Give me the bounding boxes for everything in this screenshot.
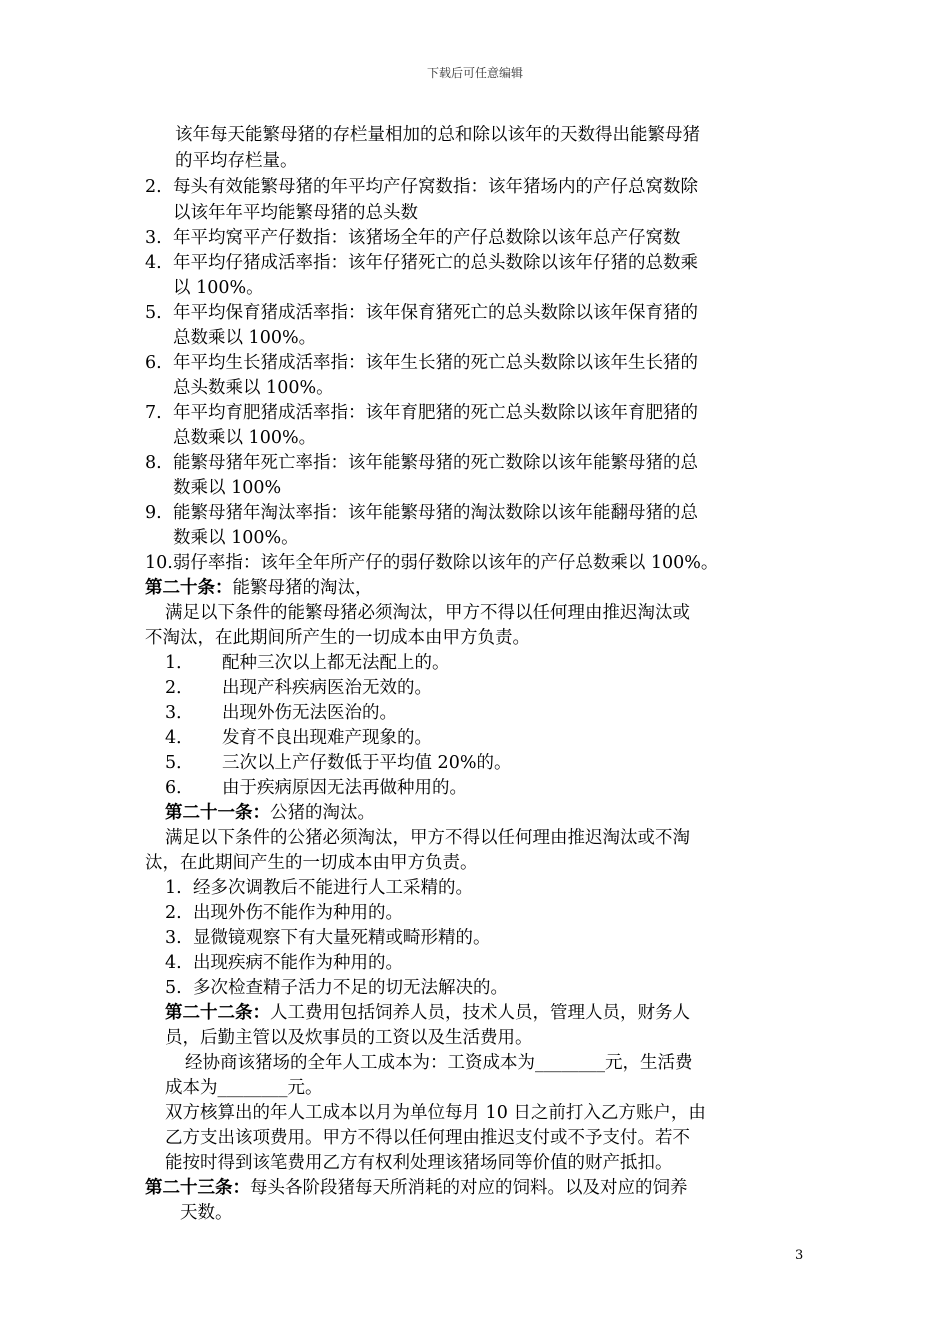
item-number: 2. bbox=[165, 903, 182, 923]
item-text: 显微镜观察下有大量死精或畸形精的。 bbox=[193, 928, 491, 948]
article-22-para-line-1: 双方核算出的年人工成本以月为单位每月 10 日之前打入乙方账户，由 bbox=[165, 1103, 706, 1123]
metric-item bbox=[145, 550, 718, 576]
article-21-title: 第二十一条： bbox=[165, 803, 270, 823]
article-21-item bbox=[165, 875, 473, 901]
metric-number: 6. bbox=[145, 353, 162, 373]
metric-item bbox=[145, 400, 698, 426]
article-20-para-line-2: 不淘汰，在此期间所产生的一切成本由甲方负责。 bbox=[145, 628, 530, 648]
intro-line-1: 该年每天能繁母猪的存栏量相加的总和除以该年的天数得出能繁母猪 bbox=[175, 125, 700, 145]
metric-item bbox=[145, 500, 698, 526]
article-22-line-2: 员，后勤主管以及炊事员的工资以及生活费用。 bbox=[165, 1028, 533, 1048]
article-21-heading bbox=[165, 800, 375, 826]
article-21-para-line-2: 汰，在此期间产生的一切成本由甲方负责。 bbox=[145, 853, 478, 873]
article-20-item bbox=[165, 650, 450, 676]
article-23-text: 每头各阶段猪每天所消耗的对应的饲料。以及对应的饲养 bbox=[250, 1178, 688, 1198]
article-22-para-line-3: 能按时得到该笔费用乙方有权利处理该猪场同等价值的财产抵扣。 bbox=[165, 1153, 673, 1173]
item-text: 出现产科疾病医治无效的。 bbox=[222, 678, 432, 698]
item-text: 多次检查精子活力不足的切无法解决的。 bbox=[193, 978, 508, 998]
item-number: 4． bbox=[165, 728, 194, 748]
metric-text-cont: 数乘以 100%。 bbox=[173, 528, 299, 548]
article-23-title: 第二十三条： bbox=[145, 1178, 250, 1198]
metric-text: 每头有效能繁母猪的年平均产仔窝数指：该年猪场内的产仔总窝数除 bbox=[173, 177, 698, 197]
metric-text: 弱仔率指：该年全年所产仔的弱仔数除以该年的产仔总数乘以 100%。 bbox=[172, 553, 719, 573]
item-text: 出现外伤不能作为种用的。 bbox=[193, 903, 403, 923]
item-number: 2． bbox=[165, 678, 194, 698]
metric-number: 7. bbox=[145, 403, 162, 423]
metric-text-cont: 总数乘以 100%。 bbox=[173, 428, 317, 448]
article-20-title: 第二十条： bbox=[145, 578, 233, 598]
article-20-item bbox=[165, 750, 511, 776]
item-number: 3． bbox=[165, 703, 194, 723]
metric-text-cont: 数乘以 100% bbox=[173, 478, 282, 498]
item-number: 6． bbox=[165, 778, 194, 798]
article-20-item bbox=[165, 775, 467, 801]
article-20-item bbox=[165, 725, 432, 751]
article-22-title: 第二十二条： bbox=[165, 1003, 270, 1023]
article-20-item bbox=[165, 700, 397, 726]
article-21-item bbox=[165, 925, 491, 951]
article-20-subject: 能繁母猪的淘汰， bbox=[232, 578, 373, 598]
item-text: 发育不良出现难产现象的。 bbox=[222, 728, 432, 748]
metric-text: 年平均窝平产仔数指：该猪场全年的产仔总数除以该年总产仔窝数 bbox=[173, 228, 681, 248]
metric-number: 9. bbox=[145, 503, 162, 523]
item-text: 出现外伤无法医治的。 bbox=[222, 703, 397, 723]
item-number: 4. bbox=[165, 953, 182, 973]
article-21-subject: 公猪的淘汰。 bbox=[270, 803, 375, 823]
metric-item bbox=[145, 174, 698, 200]
metric-text: 年平均育肥猪成活率指：该年育肥猪的死亡总头数除以该年育肥猪的 bbox=[173, 403, 698, 423]
metric-text: 年平均生长猪成活率指：该年生长猪的死亡总头数除以该年生长猪的 bbox=[173, 353, 698, 373]
article-21-item bbox=[165, 900, 403, 926]
article-21-item bbox=[165, 975, 508, 1001]
item-number: 1. bbox=[165, 878, 182, 898]
item-text: 经多次调教后不能进行人工采精的。 bbox=[193, 878, 473, 898]
item-number: 1． bbox=[165, 653, 194, 673]
metric-text-cont: 总头数乘以 100%。 bbox=[173, 378, 334, 398]
metric-text-cont: 总数乘以 100%。 bbox=[173, 328, 317, 348]
intro-line-2: 的平均存栏量。 bbox=[175, 151, 298, 171]
article-20-heading bbox=[145, 575, 373, 601]
article-20-para-line-1: 满足以下条件的能繁母猪必须淘汰，甲方不得以任何理由推迟淘汰或 bbox=[165, 603, 690, 623]
article-20-item bbox=[165, 675, 432, 701]
item-text: 配种三次以上都无法配上的。 bbox=[222, 653, 450, 673]
metric-number: 2. bbox=[145, 177, 162, 197]
item-number: 5. bbox=[165, 978, 182, 998]
metric-number: 8. bbox=[145, 453, 162, 473]
metric-text-cont: 以该年年平均能繁母猪的总头数 bbox=[173, 203, 418, 223]
item-text: 三次以上产仔数低于平均值 20%的。 bbox=[222, 753, 512, 773]
metric-number: 4. bbox=[145, 253, 162, 273]
item-text: 由于疾病原因无法再做种用的。 bbox=[222, 778, 467, 798]
metric-text: 年平均保育猪成活率指：该年保育猪死亡的总头数除以该年保育猪的 bbox=[173, 303, 698, 323]
metric-number: 10. bbox=[145, 553, 173, 573]
article-22-heading bbox=[165, 1000, 690, 1026]
metric-number: 5. bbox=[145, 303, 162, 323]
metric-item bbox=[145, 450, 698, 476]
metric-text: 能繁母猪年淘汰率指：该年能繁母猪的淘汰数除以该年能翻母猪的总 bbox=[173, 503, 698, 523]
article-22-text: 人工费用包括饲养人员，技术人员，管理人员，财务人 bbox=[270, 1003, 690, 1023]
article-21-para-line-1: 满足以下条件的公猪必须淘汰，甲方不得以任何理由推迟淘汰或不淘 bbox=[165, 828, 690, 848]
metric-item bbox=[145, 300, 698, 326]
metric-text: 能繁母猪年死亡率指：该年能繁母猪的死亡数除以该年能繁母猪的总 bbox=[173, 453, 698, 473]
metric-text-cont: 以 100%。 bbox=[173, 278, 264, 298]
metric-text: 年平均仔猪成活率指：该年仔猪死亡的总头数除以该年仔猪的总数乘 bbox=[173, 253, 698, 273]
article-22-cost-line-2: 成本为________元。 bbox=[165, 1078, 323, 1098]
item-number: 3. bbox=[165, 928, 182, 948]
article-23-heading bbox=[145, 1175, 688, 1201]
item-text: 出现疾病不能作为种用的。 bbox=[193, 953, 403, 973]
item-number: 5． bbox=[165, 753, 194, 773]
metric-item bbox=[145, 250, 698, 276]
page-header-note: 下载后可任意编辑 bbox=[426, 66, 523, 80]
page-number: 3 bbox=[795, 1248, 804, 1263]
metric-item bbox=[145, 350, 698, 376]
article-21-item bbox=[165, 950, 403, 976]
metric-item bbox=[145, 225, 681, 251]
article-22-para-line-2: 乙方支出该项费用。甲方不得以任何理由推迟支付或不予支付。若不 bbox=[165, 1128, 690, 1148]
article-22-cost-line-1: 经协商该猪场的全年人工成本为：工资成本为________元，生活费 bbox=[185, 1053, 693, 1073]
metric-number: 3. bbox=[145, 228, 162, 248]
article-23-line-2: 天数。 bbox=[180, 1203, 233, 1223]
